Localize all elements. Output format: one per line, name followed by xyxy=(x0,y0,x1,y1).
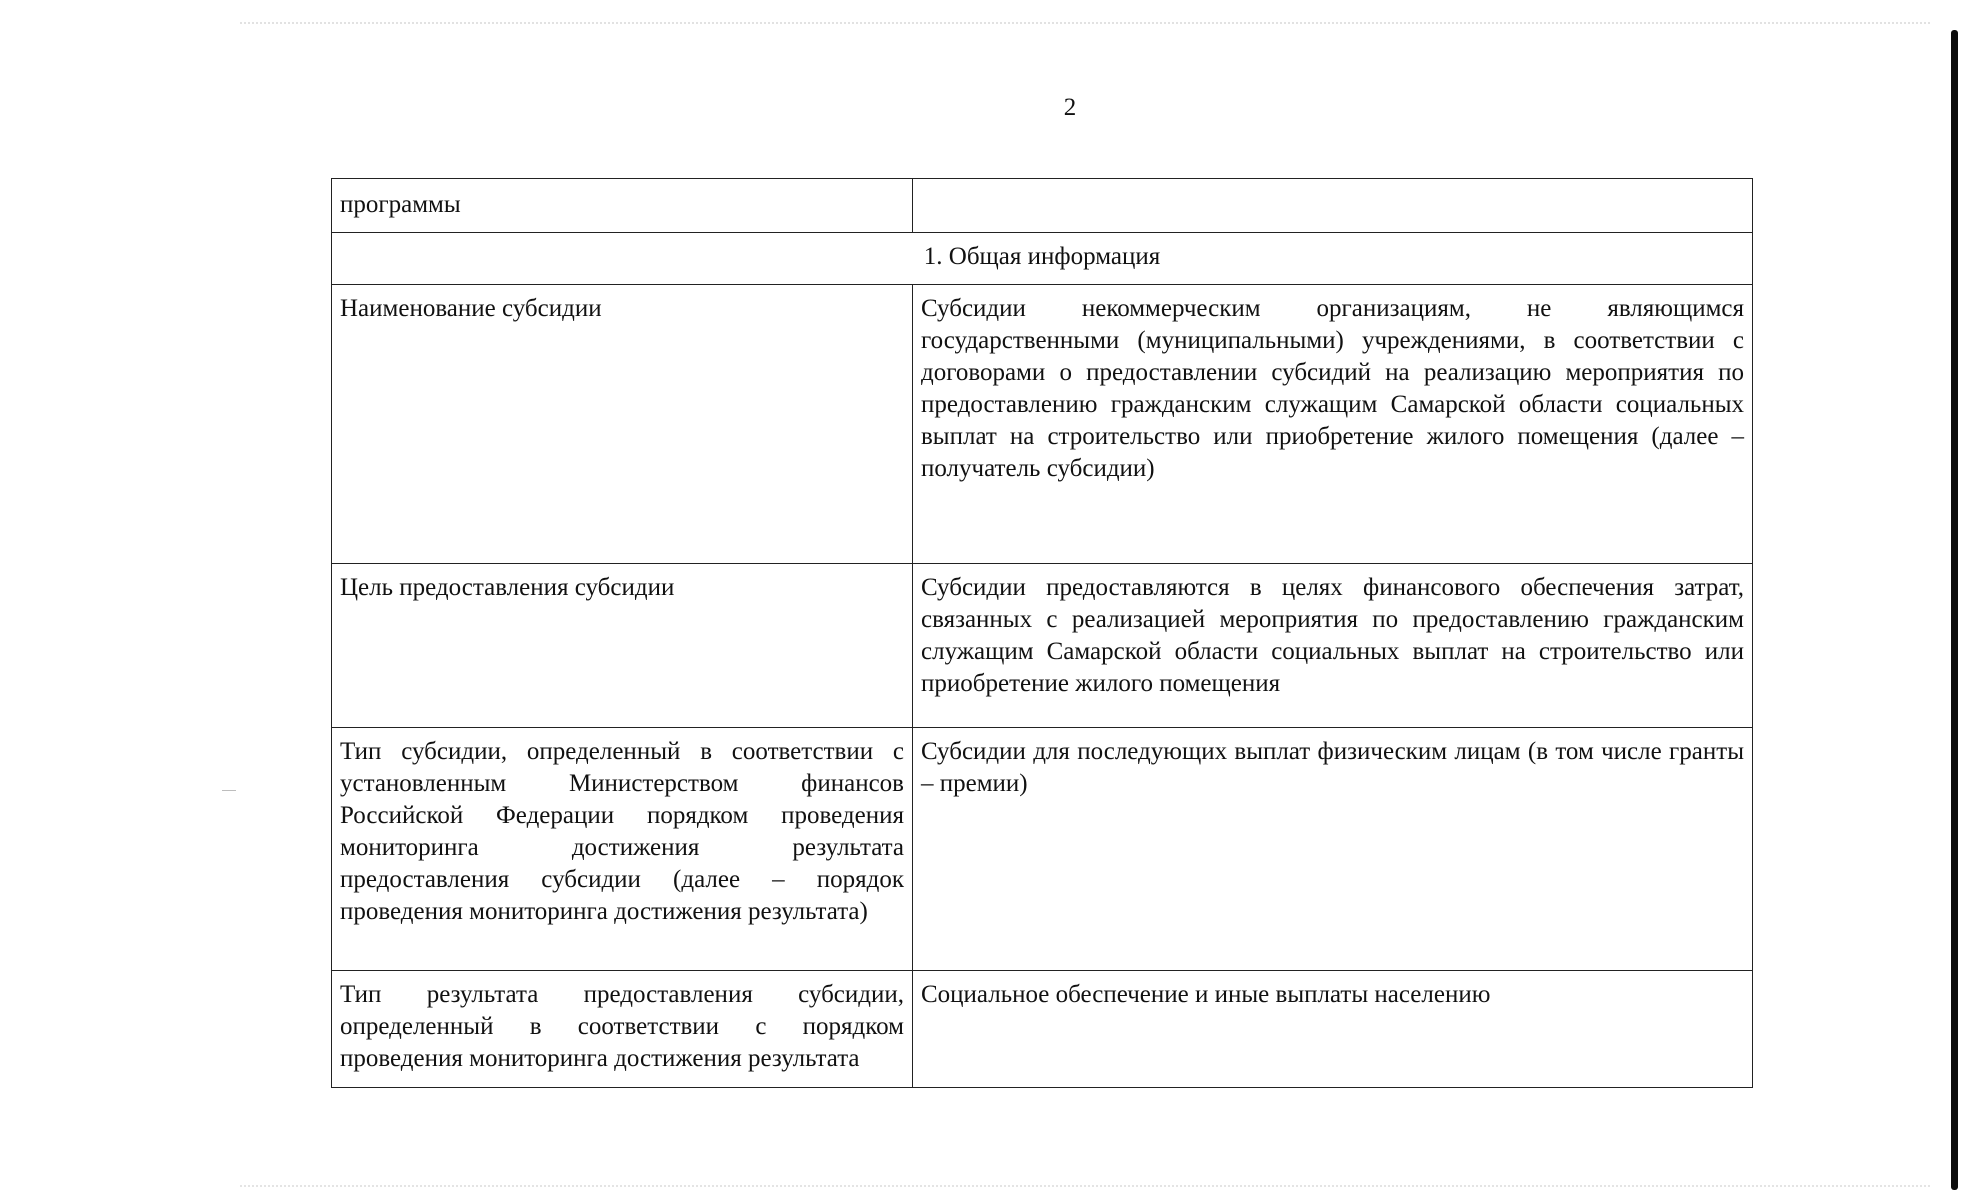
table-row-section xyxy=(332,233,1753,285)
table-cell-label: программы xyxy=(332,179,913,233)
scan-artifact-mark xyxy=(222,790,236,791)
table-cell-label: Цель предоставления субсидии xyxy=(332,564,913,728)
table-cell-value: Субсидии для последующих выплат физическим лицам (в том числе гранты – премии) xyxy=(913,728,1753,971)
table-cell-value: Субсидии предоставляются в целях финансового обеспечения затрат, связанных с реализацией мероприятия по предоставлению гражданским служащим Самарской области социальных выплат на строительство или приобретение жилого помещения xyxy=(913,564,1753,728)
table-cell-value: Субсидии некоммерческим организациям, не являющимся государственными (муниципальными) учреждениями, в соответствии с договорами о предоставлении субсидий на реализацию мероприятия по предоставлению гражданским служащим Самарской области социальных выплат на строительство или приобретение жилого помещения (далее – получатель субсидии) xyxy=(913,285,1753,564)
subsidy-info-table xyxy=(331,178,1753,1088)
table-row xyxy=(332,285,1753,564)
table-row xyxy=(332,971,1753,1088)
scan-artifact-bottom xyxy=(240,1185,1930,1187)
table-cell-value: Социальное обеспечение и иные выплаты населению xyxy=(913,971,1753,1088)
page-number: 2 xyxy=(1063,94,1077,121)
table-row-continuation xyxy=(332,179,1753,233)
section-title: 1. Общая информация xyxy=(332,233,1753,285)
table-cell-label: Тип результата предоставления субсидии, определенный в соответствии с порядком проведения мониторинга достижения результата xyxy=(332,971,913,1088)
scan-artifact-edge xyxy=(1951,30,1958,1190)
table-cell-value xyxy=(913,179,1753,233)
table-row xyxy=(332,728,1753,971)
table-cell-label: Тип субсидии, определенный в соответствии с установленным Министерством финансов Российской Федерации порядком проведения мониторинга достижения результата предоставления субсидии (далее – порядок проведения мониторинга достижения результата) xyxy=(332,728,913,971)
scan-artifact-top xyxy=(240,22,1930,24)
table-cell-label: Наименование субсидии xyxy=(332,285,913,564)
table-row xyxy=(332,564,1753,728)
